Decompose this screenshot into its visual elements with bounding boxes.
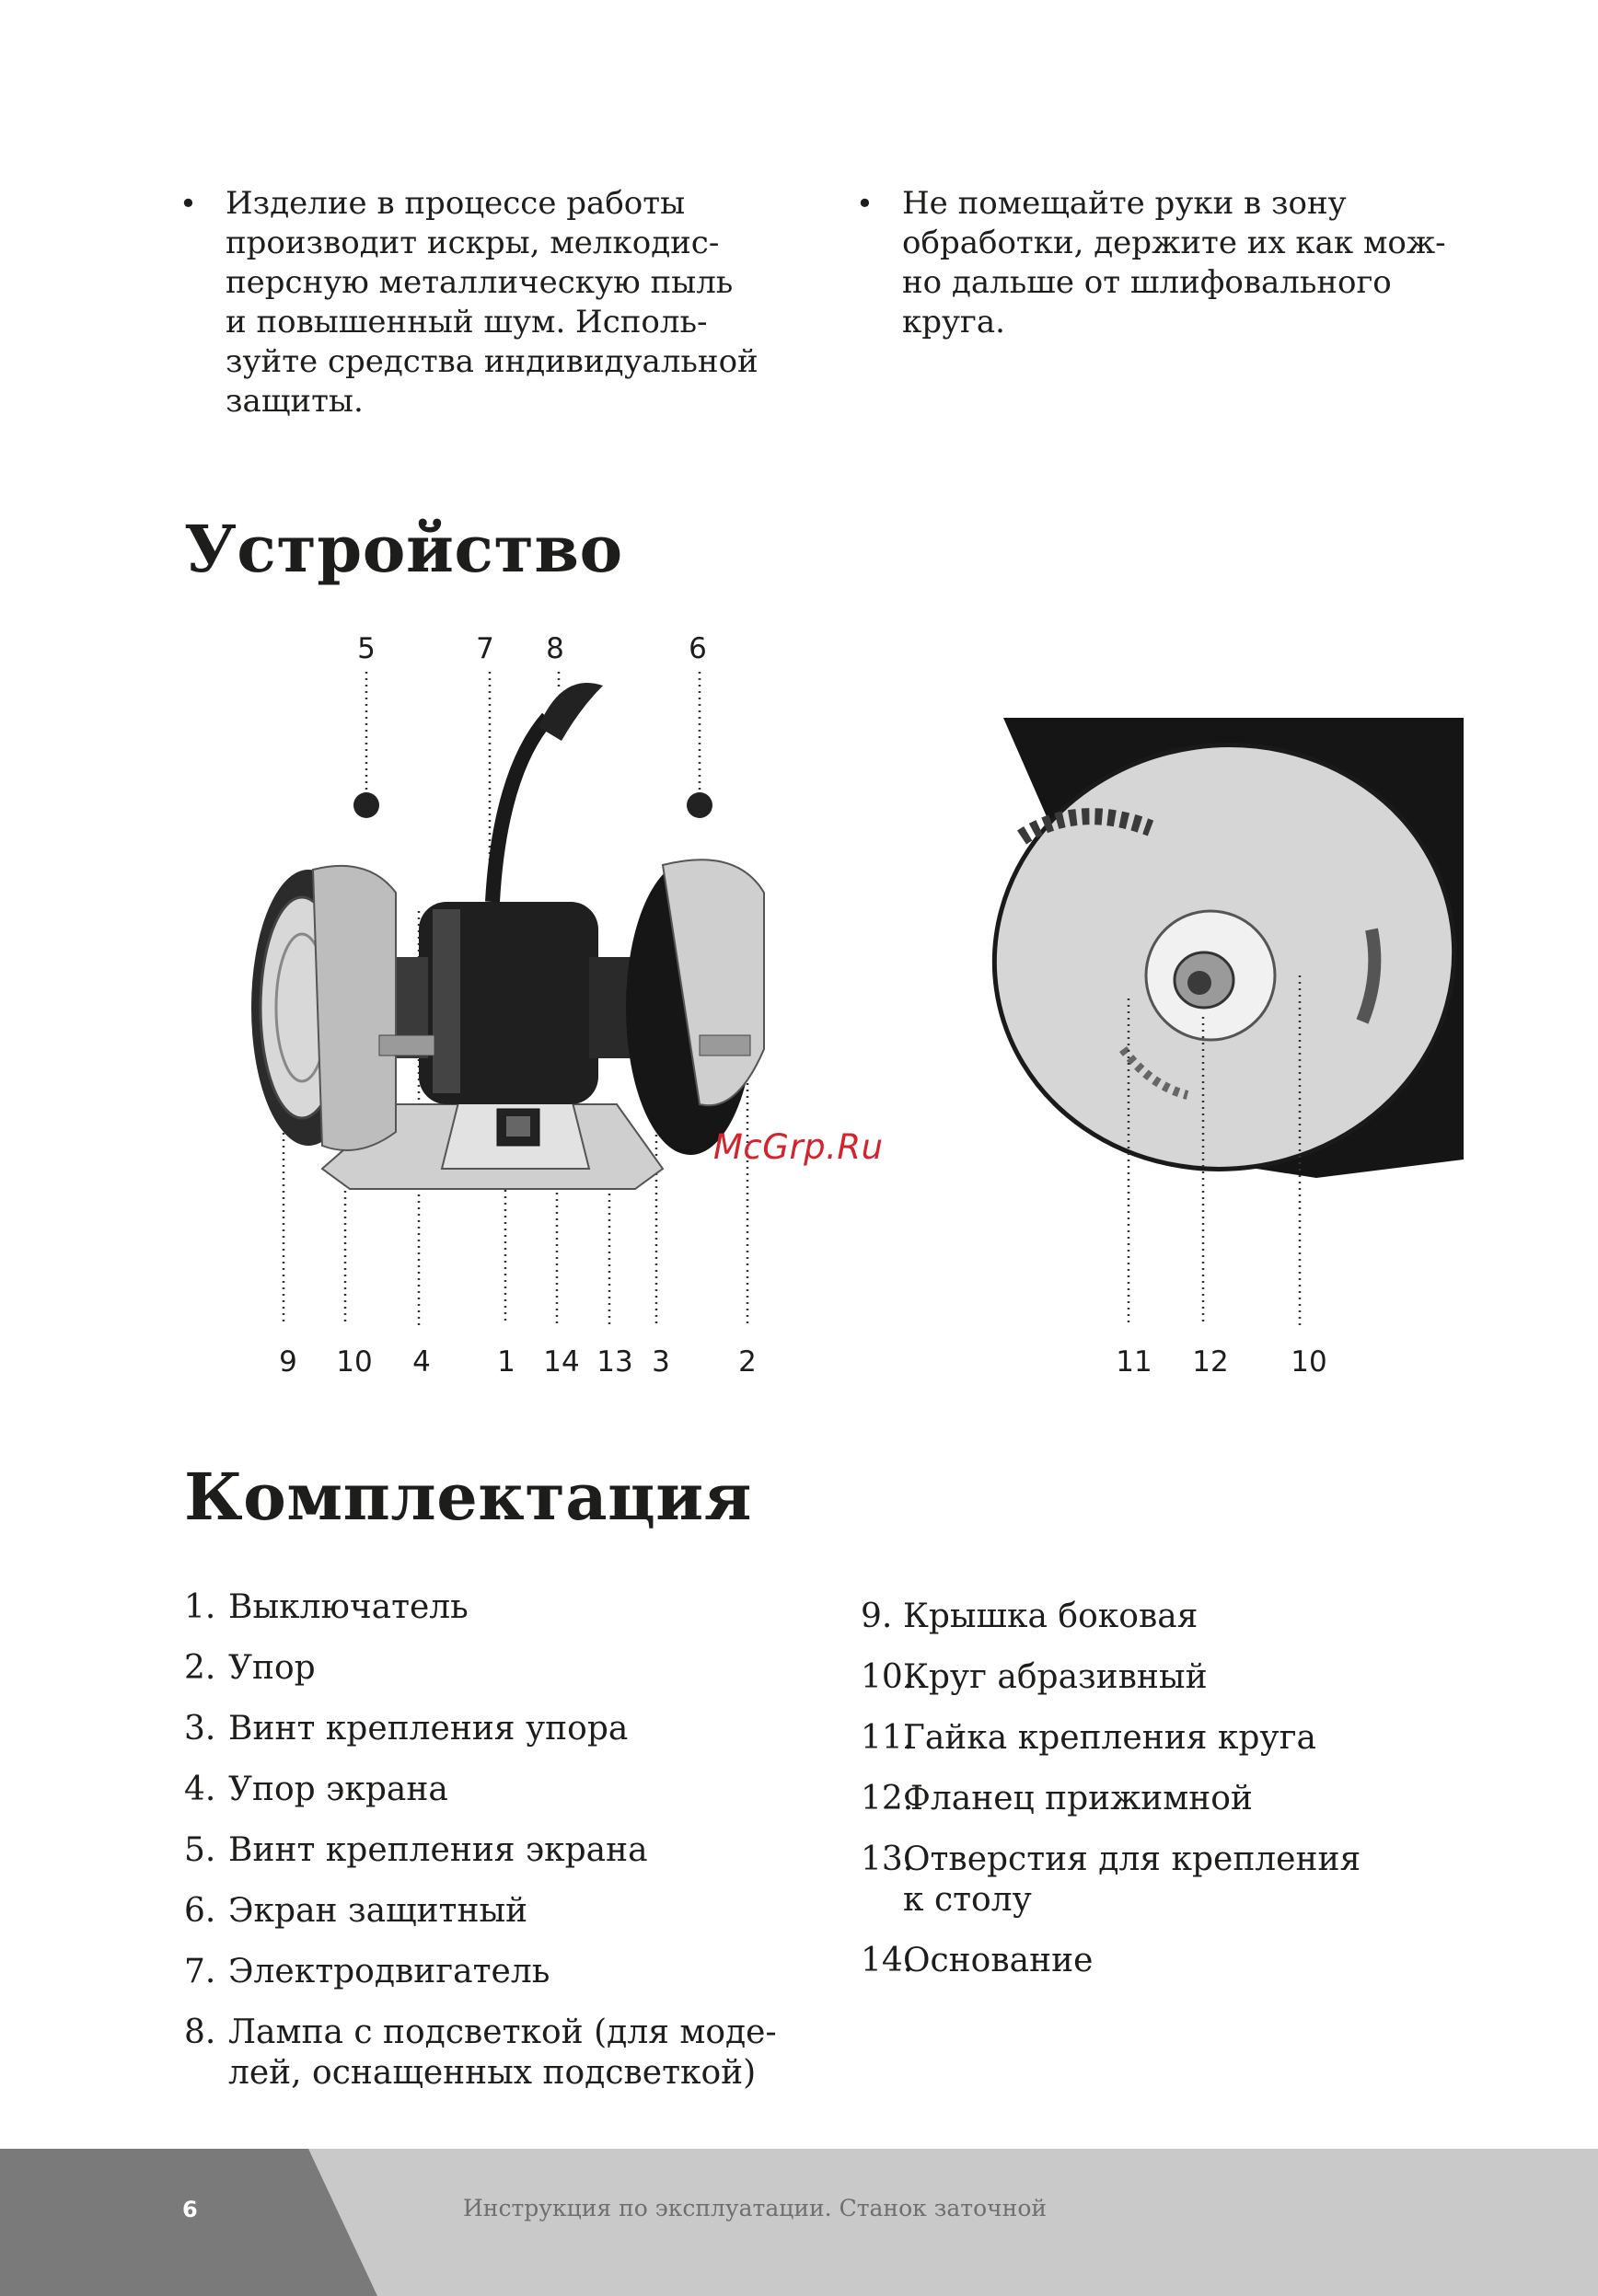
list-item-text: Упор: [228, 1649, 316, 1687]
list-item: [184, 1891, 828, 1932]
bullet-text: Изделие в процессе работы производит искры, мелкодис- персную металлическую пыль и повышенный шум. Исполь- зуйте средства индивидуальной защиты.: [226, 185, 758, 420]
callout-number-top: 5: [357, 632, 376, 665]
list-item: [184, 1952, 828, 1992]
list-item-number: 5.: [184, 1831, 216, 1869]
list-item: [184, 1587, 828, 1628]
bench-grinder-illustration: [184, 617, 828, 1399]
callout-number-top: 8: [546, 632, 564, 665]
list-item-number: 1.: [184, 1588, 216, 1626]
kit-list-left: [184, 1587, 828, 2114]
list-item-number: 12.: [861, 1780, 914, 1817]
list-item-text: Основание: [903, 1942, 1094, 1979]
list-item-number: 4.: [184, 1771, 216, 1808]
callout-number-bottom: 9: [279, 1345, 297, 1379]
callout-number-bottom: 1: [497, 1345, 515, 1379]
callout-number-bottom: 11: [1116, 1345, 1152, 1379]
list-item-text: Винт крепления упора: [228, 1710, 629, 1748]
list-item-number: 14.: [861, 1942, 914, 1979]
list-item: [184, 1830, 828, 1871]
abrasive-wheel-figure: [976, 699, 1491, 1399]
callout-number-bottom: 13: [596, 1345, 633, 1379]
watermark: McGrp.Ru: [713, 1127, 884, 1167]
list-item: [861, 1840, 1523, 1921]
abrasive-wheel-illustration: [976, 699, 1491, 1399]
page-number: 6: [182, 2197, 198, 2222]
footer-document-title: Инструкция по эксплуатации. Станок заточной: [463, 2195, 1048, 2221]
list-item-text: Электродвигатель: [228, 1953, 550, 1990]
list-item-number: 8.: [184, 2013, 216, 2051]
safety-bullet-hands: [856, 184, 1482, 342]
list-item-text: Упор экрана: [228, 1771, 448, 1808]
list-item-number: 10.: [861, 1658, 914, 1696]
list-item: [184, 2013, 828, 2094]
callout-number-bottom: 14: [543, 1345, 580, 1379]
callout-number-bottom: 2: [738, 1345, 757, 1379]
list-item: [861, 1941, 1523, 1981]
callout-number-bottom: 3: [652, 1345, 670, 1379]
list-item: [861, 1779, 1523, 1819]
list-item-number: 11.: [861, 1719, 914, 1757]
list-item-text: Отверстия для крепления к столу: [903, 1840, 1361, 1919]
callout-number-bottom: 10: [1291, 1345, 1327, 1379]
bench-grinder-figure: [184, 617, 828, 1399]
list-item-number: 2.: [184, 1649, 216, 1687]
footer-band: [0, 2149, 1598, 2296]
list-item: [861, 1657, 1523, 1698]
callout-number-bottom: 4: [412, 1345, 431, 1379]
list-item: [184, 1770, 828, 1810]
list-item-text: Экран защитный: [228, 1892, 528, 1930]
list-item-text: Лампа с подсветкой (для моде- лей, оснащенных подсветкой): [228, 2013, 777, 2092]
list-item-text: Винт крепления экрана: [228, 1831, 648, 1869]
callout-number-top: 6: [689, 632, 707, 665]
bullet-marker: •: [179, 186, 197, 221]
callout-number-top: 7: [476, 632, 494, 665]
kit-list-right: [861, 1597, 1523, 2002]
list-item-number: 7.: [184, 1953, 216, 1990]
list-item: [861, 1718, 1523, 1759]
list-item-text: Фланец прижимной: [903, 1780, 1253, 1817]
list-item: [861, 1597, 1523, 1637]
callout-number-bottom: 12: [1192, 1345, 1229, 1379]
list-item: [184, 1709, 828, 1749]
list-item-text: Гайка крепления круга: [903, 1719, 1316, 1757]
list-item: [184, 1648, 828, 1689]
safety-bullet-sparks: [179, 184, 805, 421]
list-item-text: Крышка боковая: [903, 1598, 1198, 1635]
kit-section-title: Комплектация: [184, 1459, 752, 1535]
list-item-text: Круг абразивный: [903, 1658, 1208, 1696]
bullet-marker: •: [856, 186, 874, 221]
list-item-number: 13.: [861, 1840, 914, 1878]
callout-number-bottom: 10: [336, 1345, 373, 1379]
list-item-number: 9.: [861, 1598, 893, 1635]
list-item-text: Выключатель: [228, 1588, 469, 1626]
device-section-title: Устройство: [184, 511, 623, 587]
list-item-number: 6.: [184, 1892, 216, 1930]
bullet-text: Не помещайте руки в зону обработки, держите их как мож- но дальше от шлифовального круга.: [902, 185, 1446, 340]
list-item-number: 3.: [184, 1710, 216, 1748]
page-footer: [0, 2149, 1598, 2296]
